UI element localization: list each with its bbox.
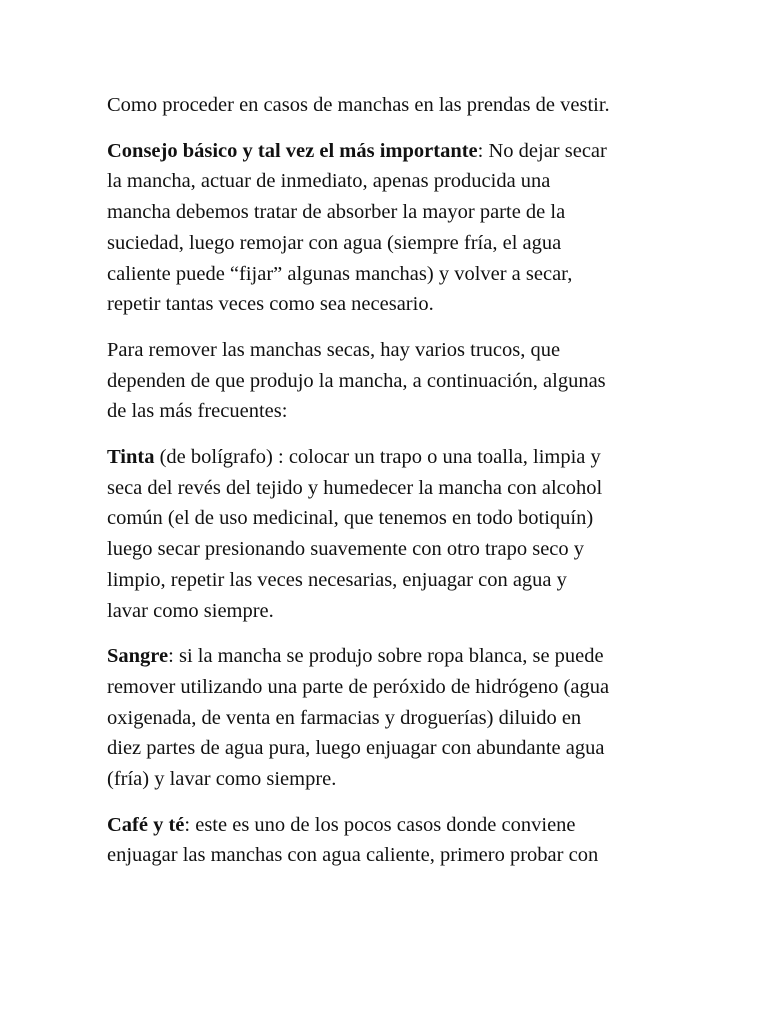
paragraph-line: común (el de uso medicinal, que tenemos en todo botiquín) [107,507,594,530]
document-intro [107,90,667,121]
paragraph-line: remover utilizando una parte de peróxido de hidrógeno (agua [107,675,610,698]
paragraph-line: de las más frecuentes: [107,400,288,423]
paragraph-line [107,442,667,473]
paragraph-line: repetir tantas veces como sea necesario. [107,293,434,316]
paragraph-text: : este es uno de los pocos casos donde conviene [184,813,576,836]
paragraph-term: Consejo básico y tal vez el más importante [107,139,478,162]
document-body [107,90,667,886]
paragraph-line: Para remover las manchas secas, hay varios trucos, que [107,338,561,361]
paragraph-line: lavar como siempre. [107,599,274,622]
paragraph-line: limpio, repetir las veces necesarias, enjuagar con agua y [107,568,567,591]
paragraph-line: luego secar presionando suavemente con otro trapo seco y [107,538,585,561]
paragraph-line: dependen de que produjo la mancha, a continuación, algunas [107,369,606,392]
paragraph-line: enjuagar las manchas con agua caliente, primero probar con [107,844,599,867]
paragraph-text: : No dejar secar [477,139,607,162]
paragraph-line: (fría) y lavar como siempre. [107,768,337,791]
paragraph-dry-stains [107,335,667,427]
paragraph-line: caliente puede “fijar” algunas manchas) y volver a secar, [107,262,573,285]
paragraph-line [107,136,667,167]
paragraph-line: oxigenada, de venta en farmacias y droguerías) diluido en [107,706,582,729]
intro-line: Como proceder en casos de manchas en las prendas de vestir. [107,94,610,116]
paragraph-text: : si la mancha se produjo sobre ropa blanca, se puede [168,645,604,668]
paragraph-basic-advice [107,136,667,320]
paragraph-text: (de bolígrafo) : colocar un trapo o una toalla, limpia y [154,446,601,469]
paragraph-ink [107,442,667,626]
paragraph-blood [107,641,667,795]
paragraph-line: mancha debemos tratar de absorber la mayor parte de la [107,201,566,224]
paragraph-line [107,810,667,841]
paragraph-line: suciedad, luego remojar con agua (siempre fría, el agua [107,231,562,254]
paragraph-line: la mancha, actuar de inmediato, apenas producida una [107,170,551,193]
paragraph-line: seca del revés del tejido y humedecer la mancha con alcohol [107,476,603,499]
paragraph-line [107,641,667,672]
paragraph-term: Sangre [107,645,169,668]
paragraph-coffee-tea [107,810,667,871]
paragraph-term: Tinta [107,446,155,469]
paragraph-term: Café y té [107,813,185,836]
paragraph-line: diez partes de agua pura, luego enjuagar con abundante agua [107,737,605,760]
